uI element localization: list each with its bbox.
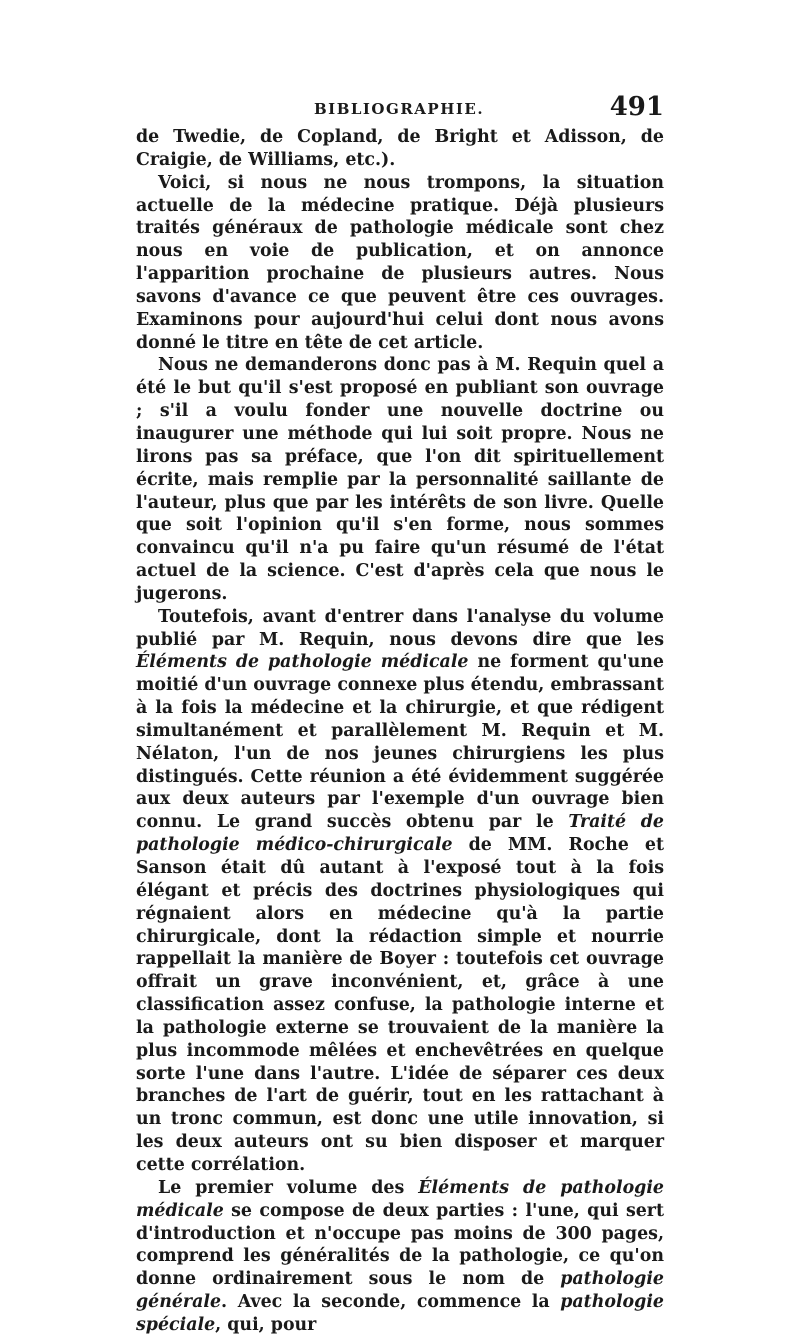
running-head <box>136 92 664 126</box>
paragraph-5-text-b: se compose de deux parties : l'une, qui sert d'introduction et n'occupe pas moins de 300 pages, comprend les généralités de la pathologie, ce qu'on donne ordinairement sous le nom de <box>136 1200 664 1290</box>
paragraph-4-text-b: ne forment qu'une moitié d'un ouvrage connexe plus étendu, embrassant à la fois la médecine et la chirurgie, et que rédigent simultanément et parallèlement M. Requin et M. Nélaton, l'un de nos jeunes chirurgiens les plus distingués. Cette réunion a été évidemment suggérée aux deux auteurs par l'exemple d'un ouvrage bien connu. Le grand succès obtenu par le <box>136 652 664 833</box>
paragraph-2: Voici, si nous ne nous trompons, la situation actuelle de la médecine pratique. Déjà plusieurs traités généraux de pathologie médicale sont chez nous en voie de publication, et on annonce l'apparition prochaine de plusieurs autres. Nous savons d'avance ce que peuvent être ces ouvrages. Examinons pour aujourd'hui celui dont nous avons donné le titre en tête de cet article. <box>136 172 664 353</box>
paragraph-3: Nous ne demanderons donc pas à M. Requin quel a été le but qu'il s'est proposé en publiant son ouvrage ; s'il a voulu fonder une nouvelle doctrine ou inaugurer une méthode qui lui soit propre. Nous ne lirons pas sa préface, que l'on dit spirituellement écrite, mais remplie par la personnalité saillante de l'auteur, plus que par les intérêts de son livre. Quelle que soit l'opinion qu'il s'en forme, nous sommes convaincu qu'il n'a pu faire qu'un résumé de l'état actuel de la science. C'est d'après cela que nous le jugerons. <box>136 355 664 604</box>
paragraph-4-italic-traite: Traité de pathologie médico-chirurgicale <box>136 812 664 856</box>
paragraph-5 <box>136 1177 664 1337</box>
paragraph-4-italic-elements: Éléments de pathologie médicale <box>136 652 469 673</box>
paragraph-4-text-c: de MM. Roche et Sanson était dû autant à l'exposé tout à la fois élégant et précis des doctrines physiologiques qui régnaient alors en médecine qu'à la partie chirurgicale, dont la rédaction simple et nourrie rappellait la manière de Boyer : toutefois cet ouvrage offrait un grave inconvénient, et, grâce à une classification assez confuse, la pathologie interne et la pathologie externe se trouvaient de la manière la plus incommode mêlées et enchevêtrées en quelque sorte l'une dans l'autre. L'idée de séparer ces deux branches de l'art de guérir, tout en les rattachant à un tronc commun, est donc une utile innovation, si les deux auteurs ont su bien disposer et marquer cette corrélation. <box>136 835 664 1175</box>
body-text <box>136 126 664 1337</box>
book-page <box>136 92 664 1337</box>
paragraph-4-text-a: Toutefois, avant d'entrer dans l'analyse du volume publié par M. Requin, nous devons dire que les <box>136 606 664 650</box>
paragraph-5-text-c: . Avec la seconde, commence la <box>221 1292 561 1313</box>
paragraph-5-text-d: , qui, pour <box>215 1314 317 1335</box>
paragraph-5-italic-elements: Éléments de pathologie médicale <box>136 1177 664 1221</box>
paragraph-5-italic-speciale: pathologie spéciale <box>136 1292 664 1335</box>
running-title: BIBLIOGRAPHIE. <box>314 100 485 118</box>
paragraph-5-italic-generale: pathologie générale <box>136 1269 664 1313</box>
page-number: 491 <box>609 92 664 122</box>
paragraph-1: de Twedie, de Copland, de Bright et Adisson, de Craigie, de Williams, etc.). <box>136 127 664 170</box>
paragraph-4 <box>136 606 664 1177</box>
paragraph-5-text-a: Le premier volume des <box>158 1177 419 1198</box>
